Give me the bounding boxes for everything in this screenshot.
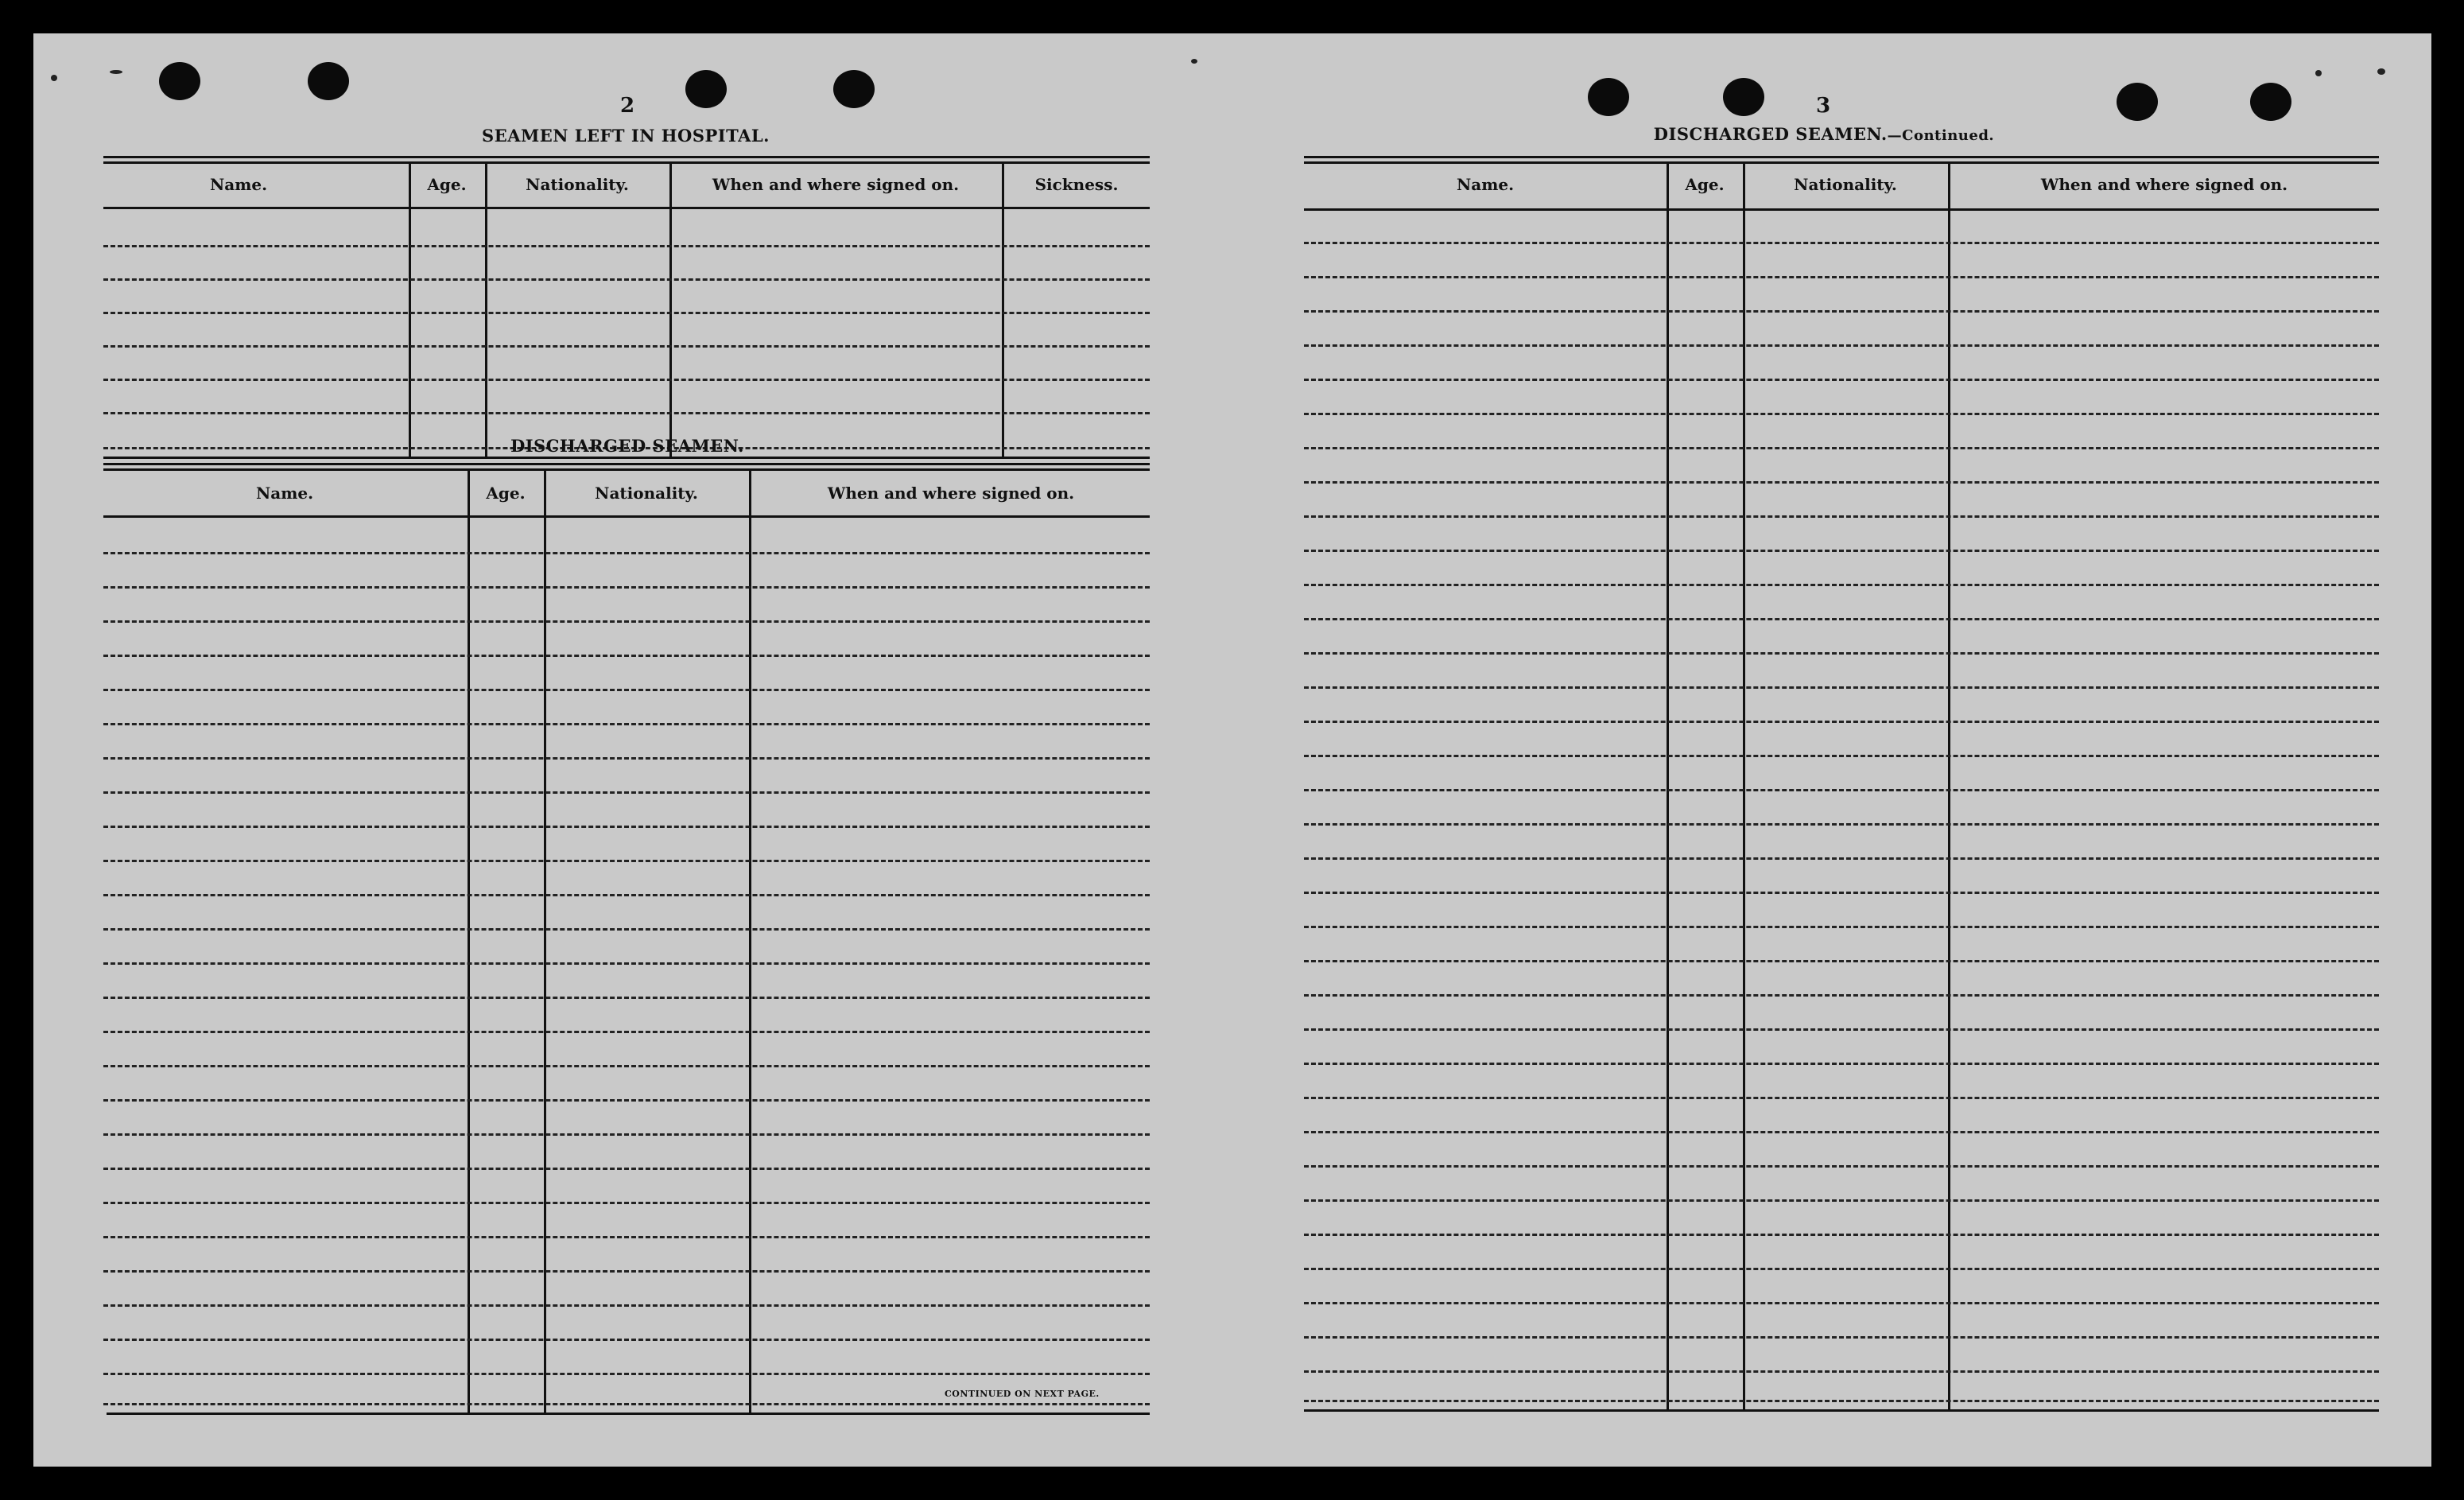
discharged-header-nationality: Nationality. <box>595 484 698 503</box>
continued-note: CONTINUED ON NEXT PAGE. <box>945 1389 1100 1399</box>
hospital-header-nationality: Nationality. <box>526 175 629 194</box>
punch-hole <box>159 62 200 100</box>
punch-hole <box>1588 78 1629 116</box>
discharged-header-age: Age. <box>486 484 526 503</box>
punch-hole <box>833 70 875 108</box>
document-sheet <box>33 33 2431 1467</box>
speck <box>51 75 57 81</box>
continued-header-nationality: Nationality. <box>1794 175 1897 194</box>
hospital-header-age: Age. <box>427 175 467 194</box>
continued-header-age: Age. <box>1685 175 1725 194</box>
punch-hole <box>1723 78 1764 116</box>
hospital-header-sickness: Sickness. <box>1034 175 1119 194</box>
page-number: 2 <box>619 94 635 118</box>
discharged-continued-title-main: DISCHARGED SEAMEN. <box>1653 124 1888 144</box>
speck <box>2315 70 2322 76</box>
continued-header-signed-on: When and where signed on. <box>2040 175 2288 194</box>
continued-header-name: Name. <box>1456 175 1515 194</box>
punch-hole <box>685 70 727 108</box>
hospital-section-title: SEAMEN LEFT IN HOSPITAL. <box>482 126 770 146</box>
speck <box>110 70 122 74</box>
discharged-continued-title-suffix: —Continued. <box>1887 127 1995 144</box>
punch-hole <box>308 62 349 100</box>
punch-hole <box>2117 83 2158 121</box>
speck <box>2377 68 2385 75</box>
page-number: 3 <box>1815 94 1831 118</box>
punch-hole <box>2250 83 2291 121</box>
discharged-header-signed-on: When and where signed on. <box>827 484 1075 503</box>
hospital-header-name: Name. <box>209 175 268 194</box>
hospital-header-signed-on: When and where signed on. <box>712 175 960 194</box>
discharged-section-title: DISCHARGED SEAMEN. <box>510 436 744 456</box>
discharged-continued-title <box>1654 124 1994 144</box>
speck <box>1191 59 1197 64</box>
discharged-header-name: Name. <box>255 484 314 503</box>
